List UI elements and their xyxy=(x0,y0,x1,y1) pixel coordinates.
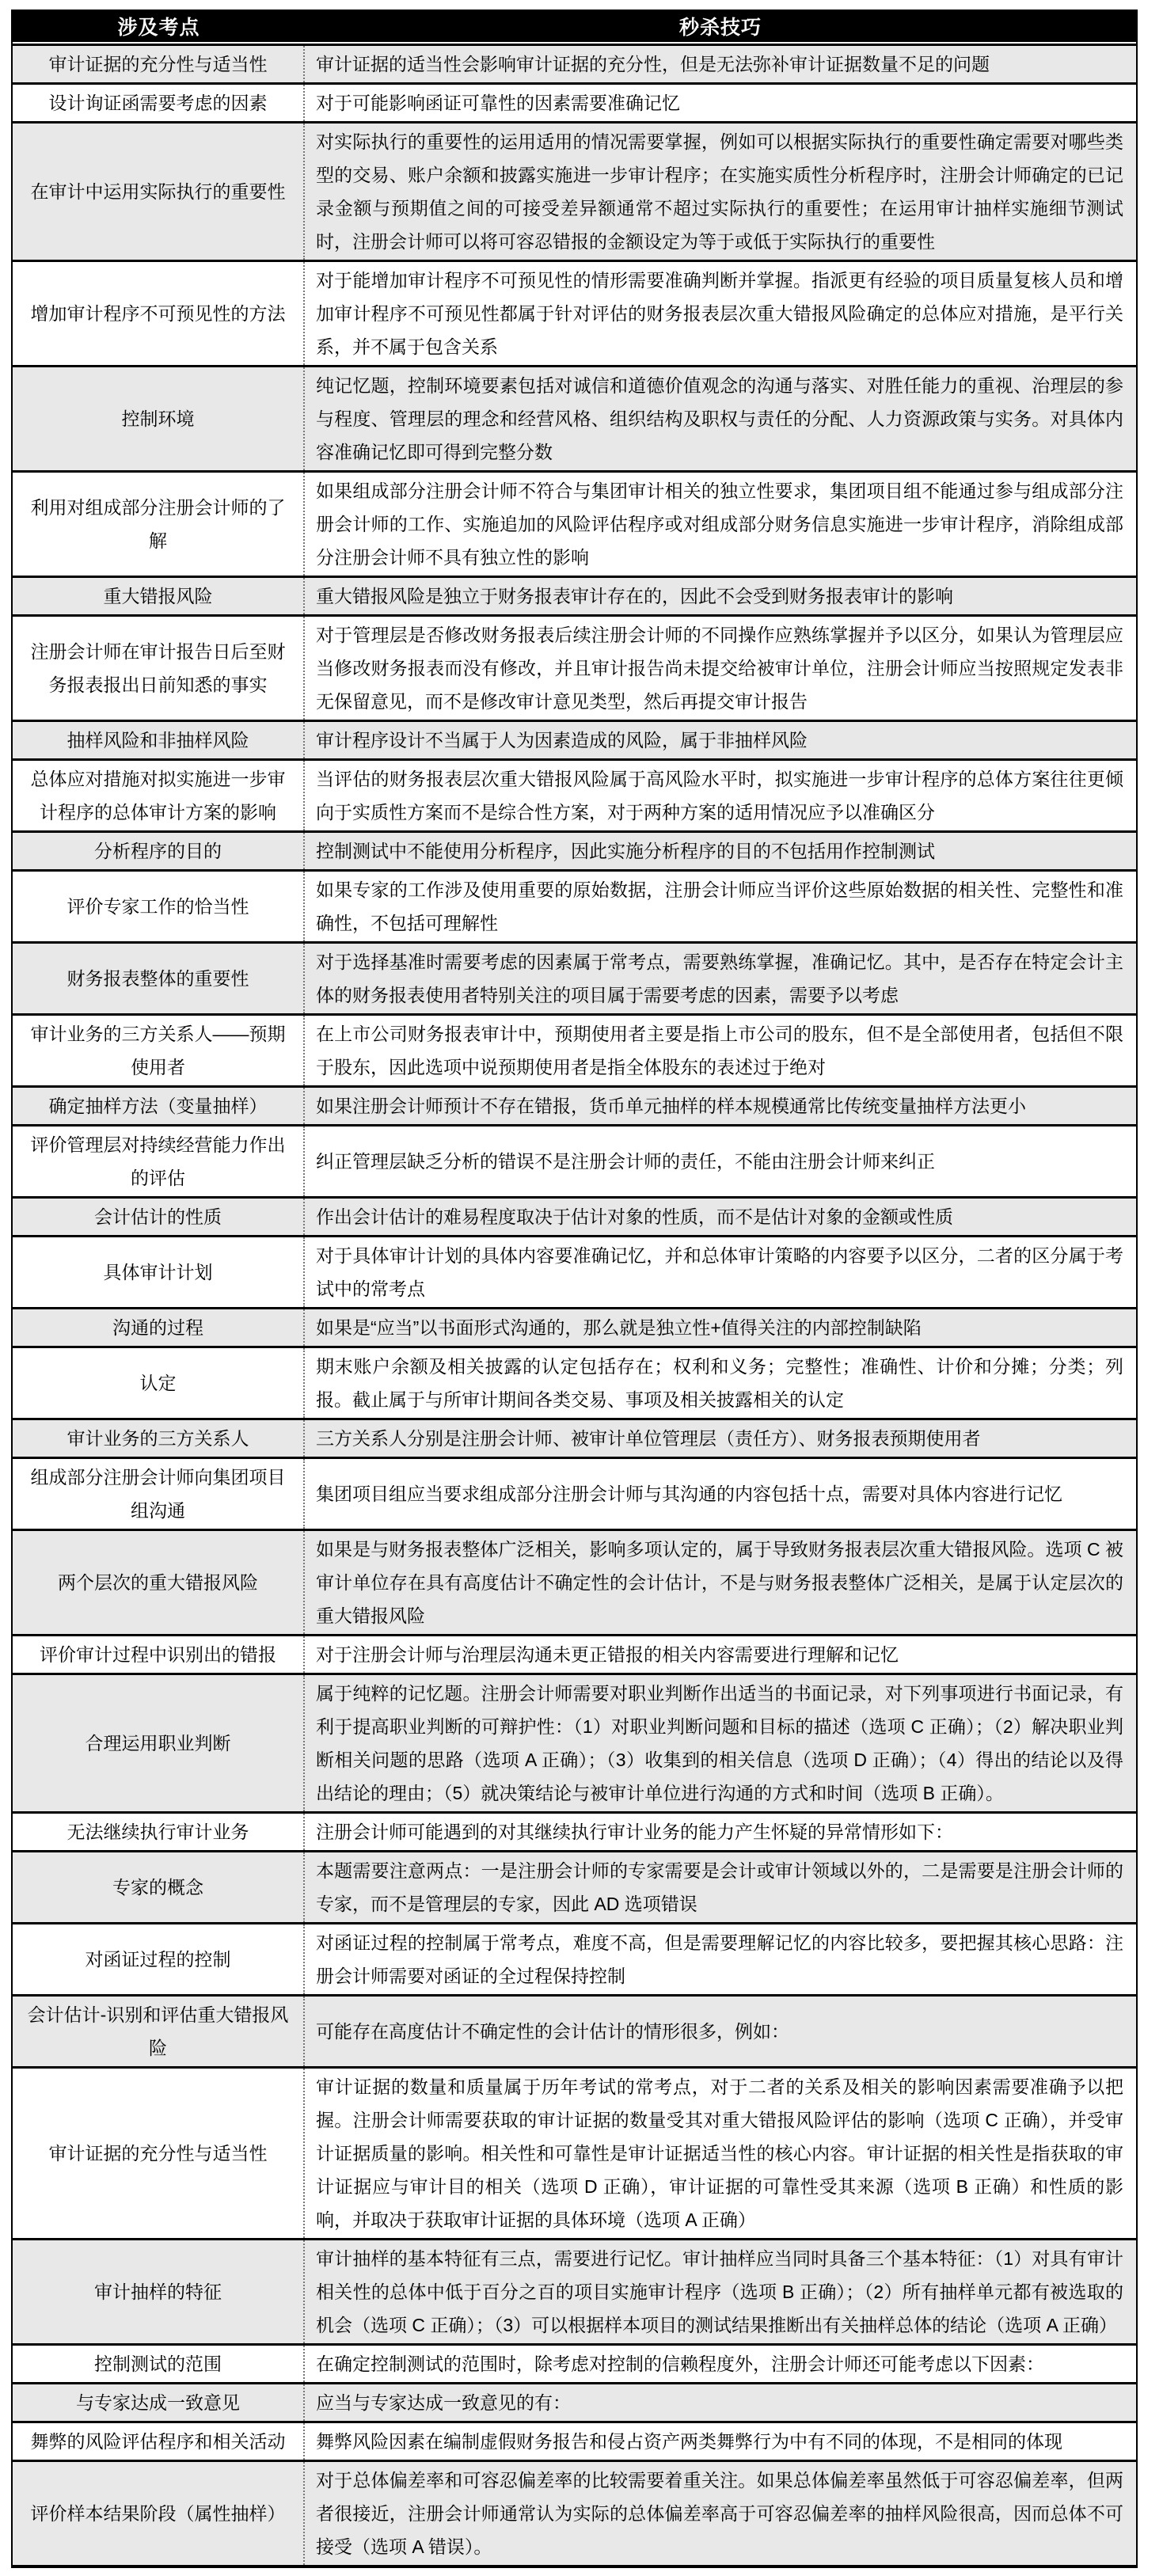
technique-text: 审计证据的适当性会影响审计证据的充分性，但是无法弥补审计证据数量不足的问题 xyxy=(316,54,990,74)
table-row xyxy=(13,365,1136,470)
topic-cell: 具体审计计划 xyxy=(13,1237,305,1307)
technique-cell xyxy=(305,578,1136,614)
table-row xyxy=(13,2238,1136,2343)
topic-cell: 重大错报风险 xyxy=(13,578,305,614)
technique-text: 对于选择基准时需要考虑的因素属于常考点，需要熟练掌握，准确记忆。其中，是否存在特定会计主体的财务报表使用者特别关注的项目属于需要考虑的因素，需要予以考虑 xyxy=(316,952,1123,1005)
table-row xyxy=(13,1196,1136,1235)
table-row xyxy=(13,1529,1136,1634)
topic-cell: 控制环境 xyxy=(13,367,305,470)
topic-cell: 审计抽样的特征 xyxy=(13,2240,305,2343)
technique-text: 对实际执行的重要性的运用适用的情况需要掌握，例如可以根据实际执行的重要性确定需要对哪些类型的交易、账户余额和披露实施进一步审计程序；在实施实质性分析程序时，注册会计师确定的已记录金额与预期值之间的可接受差异额通常不超过实际执行的重要性；在运用审计抽样实施细节测试时，注册会计师可以将可容忍错报的金额设定为等于或低于实际执行的重要性 xyxy=(316,131,1123,252)
table-row xyxy=(13,2460,1136,2565)
technique-text: 控制测试中不能使用分析程序，因此实施分析程序的目的不包括用作控制测试 xyxy=(316,841,935,861)
table-row xyxy=(13,1457,1136,1529)
technique-cell xyxy=(305,617,1136,720)
table-row xyxy=(13,2343,1136,2382)
technique-text: 审计证据的数量和质量属于历年考试的常考点，对于二者的关系及相关的影响因素需要准确予以把握。注册会计师需要获取的审计证据的数量受其对重大错报风险评估的影响（选项 C 正确），并受审计证据质量的影响。相关性和可靠性是审计证据适当性的核心内容。审计证据的相关性是指获取的审计证据应与审计目的相关（选项 D 正确），审计证据的可靠性受其来源（选项 B 正确）和性质的影响，并取决于获取审计证据的具体环境（选项 A 正确） xyxy=(316,2076,1123,2230)
topic-cell: 与专家达成一致意见 xyxy=(13,2384,305,2421)
topic-cell: 评价管理层对持续经营能力作出的评估 xyxy=(13,1127,305,1196)
technique-cell xyxy=(305,2462,1136,2565)
table-row xyxy=(13,1307,1136,1346)
technique-cell xyxy=(305,2240,1136,2343)
technique-cell xyxy=(305,2384,1136,2421)
table-row xyxy=(13,470,1136,576)
technique-cell xyxy=(305,367,1136,470)
technique-cell xyxy=(305,1309,1136,1346)
table-row xyxy=(13,869,1136,941)
technique-cell xyxy=(305,944,1136,1013)
topic-cell: 沟通的过程 xyxy=(13,1309,305,1346)
technique-text: 对于管理层是否修改财务报表后续注册会计师的不同操作应熟练掌握并予以区分，如果认为管理层应当修改财务报表而没有修改，并且审计报告尚未提交给被审计单位，注册会计师应当按照规定发表非无保留意见，而不是修改审计意见类型，然后再提交审计报告 xyxy=(316,625,1123,712)
table-row xyxy=(13,82,1136,121)
technique-text: 在上市公司财务报表审计中，预期使用者主要是指上市公司的股东，但不是全部使用者，包括但不限于股东，因此选项中说预期使用者是指全体股东的表述过于绝对 xyxy=(316,1024,1123,1077)
technique-text: 如果专家的工作涉及使用重要的原始数据，注册会计师应当评价这些原始数据的相关性、完整性和准确性，不包括可理解性 xyxy=(316,880,1123,933)
topic-cell: 财务报表整体的重要性 xyxy=(13,944,305,1013)
table-row xyxy=(13,121,1136,260)
table-row xyxy=(13,44,1136,82)
table-row xyxy=(13,1994,1136,2066)
technique-text: 对于能增加审计程序不可预见性的情形需要准确判断并掌握。指派更有经验的项目质量复核人员和增加审计程序不可预见性都属于针对评估的财务报表层次重大错报风险确定的总体应对措施，是平行关系，并不属于包含关系 xyxy=(316,270,1123,357)
technique-cell xyxy=(305,1088,1136,1124)
study-notes-table xyxy=(11,9,1138,2568)
topic-cell: 控制测试的范围 xyxy=(13,2346,305,2382)
technique-cell xyxy=(305,1016,1136,1085)
technique-cell xyxy=(305,833,1136,869)
table-body xyxy=(13,44,1136,2565)
topic-cell: 审计证据的充分性与适当性 xyxy=(13,2069,305,2238)
technique-cell xyxy=(305,1636,1136,1673)
topic-cell: 利用对组成部分注册会计师的了解 xyxy=(13,473,305,576)
technique-text: 在确定控制测试的范围时，除考虑对控制的信赖程度外，注册会计师还可能考虑以下因素： xyxy=(316,2354,1044,2374)
table-row xyxy=(13,1124,1136,1196)
topic-cell: 舞弊的风险评估程序和相关活动 xyxy=(13,2423,305,2460)
technique-cell xyxy=(305,761,1136,830)
technique-cell xyxy=(305,85,1136,121)
topic-cell: 在审计中运用实际执行的重要性 xyxy=(13,123,305,260)
technique-text: 当评估的财务报表层次重大错报风险属于高风险水平时，拟实施进一步审计程序的总体方案往往更倾向于实质性方案而不是综合性方案，对于两种方案的适用情况应予以准确区分 xyxy=(316,769,1123,823)
table-row xyxy=(13,830,1136,869)
table-row xyxy=(13,1418,1136,1457)
topic-cell: 抽样风险和非抽样风险 xyxy=(13,722,305,758)
topic-cell: 专家的概念 xyxy=(13,1852,305,1922)
technique-text: 纯记忆题，控制环境要素包括对诚信和道德价值观念的沟通与落实、对胜任能力的重视、治理层的参与程度、管理层的理念和经营风格、组织结构及职权与责任的分配、人力资源政策与实务。对具体内容准确记忆即可得到完整分数 xyxy=(316,375,1123,462)
topic-cell: 增加审计程序不可预见性的方法 xyxy=(13,262,305,365)
topic-cell: 审计证据的充分性与适当性 xyxy=(13,46,305,82)
column-header-topic: 涉及考点 xyxy=(117,16,200,39)
topic-cell: 审计业务的三方关系人——预期使用者 xyxy=(13,1016,305,1085)
topic-cell: 两个层次的重大错报风险 xyxy=(13,1531,305,1634)
topic-cell: 审计业务的三方关系人 xyxy=(13,1420,305,1457)
technique-text: 本题需要注意两点：一是注册会计师的专家需要是会计或审计领域以外的，二是需要是注册会计师的专家，而不是管理层的专家，因此 AD 选项错误 xyxy=(316,1860,1123,1914)
technique-cell xyxy=(305,2423,1136,2460)
technique-text: 如果注册会计师预计不存在错报，货币单元抽样的样本规模通常比传统变量抽样方法更小 xyxy=(316,1096,1026,1116)
technique-cell xyxy=(305,1852,1136,1922)
topic-cell: 会计估计-识别和评估重大错报风险 xyxy=(13,1997,305,2066)
technique-text: 对函证过程的控制属于常考点，难度不高，但是需要理解记忆的内容比较多，要把握其核心思路：注册会计师需要对函证的全过程保持控制 xyxy=(316,1932,1123,1986)
table-row xyxy=(13,758,1136,830)
topic-cell: 设计询证函需要考虑的因素 xyxy=(13,85,305,121)
technique-cell xyxy=(305,1814,1136,1850)
technique-text: 纠正管理层缺乏分析的错误不是注册会计师的责任，不能由注册会计师来纠正 xyxy=(316,1151,935,1172)
table-row xyxy=(13,1013,1136,1085)
topic-cell: 评价专家工作的恰当性 xyxy=(13,872,305,941)
table-row xyxy=(13,1346,1136,1418)
topic-cell: 对函证过程的控制 xyxy=(13,1924,305,1994)
topic-cell: 组成部分注册会计师向集团项目组沟通 xyxy=(13,1459,305,1529)
topic-cell: 分析程序的目的 xyxy=(13,833,305,869)
technique-text: 注册会计师可能遇到的对其继续执行审计业务的能力产生怀疑的异常情形如下： xyxy=(316,1822,953,1842)
table-row xyxy=(13,260,1136,365)
table-row xyxy=(13,1634,1136,1673)
technique-cell xyxy=(305,1199,1136,1235)
technique-text: 审计抽样的基本特征有三点，需要进行记忆。审计抽样应当同时具备三个基本特征：（1）对具有审计相关性的总体中低于百分之百的项目实施审计程序（选项 B 正确）；（2）所有抽样单元都有被选取的机会（选项 C 正确）；（3）可以根据样本项目的测试结果推断出有关抽样总体的结论（选项 A 正确） xyxy=(316,2248,1123,2335)
technique-text: 期末账户余额及相关披露的认定包括存在；权利和义务；完整性；准确性、计价和分摊；分类；列报。截止属于与所审计期间各类交易、事项及相关披露相关的认定 xyxy=(316,1356,1123,1410)
technique-cell xyxy=(305,1997,1136,2066)
table-row xyxy=(13,1850,1136,1922)
technique-cell xyxy=(305,1675,1136,1811)
technique-text: 舞弊风险因素在编制虚假财务报告和侵占资产两类舞弊行为中有不同的体现，不是相同的体现 xyxy=(316,2431,1062,2452)
technique-cell xyxy=(305,1531,1136,1634)
topic-cell: 评价审计过程中识别出的错报 xyxy=(13,1636,305,1673)
technique-cell xyxy=(305,1237,1136,1307)
table-row xyxy=(13,1085,1136,1124)
topic-cell: 会计估计的性质 xyxy=(13,1199,305,1235)
technique-cell xyxy=(305,46,1136,82)
table-row xyxy=(13,2066,1136,2238)
technique-text: 作出会计估计的难易程度取决于估计对象的性质，而不是估计对象的金额或性质 xyxy=(316,1206,953,1227)
topic-cell: 确定抽样方法（变量抽样） xyxy=(13,1088,305,1124)
technique-cell xyxy=(305,2346,1136,2382)
technique-text: 重大错报风险是独立于财务报表审计存在的，因此不会受到财务报表审计的影响 xyxy=(316,586,953,606)
table-header xyxy=(13,9,1136,44)
table-row xyxy=(13,1235,1136,1307)
table-row xyxy=(13,941,1136,1013)
table-row xyxy=(13,576,1136,614)
technique-cell xyxy=(305,2069,1136,2238)
technique-cell xyxy=(305,1420,1136,1457)
technique-text: 可能存在高度估计不确定性的会计估计的情形很多，例如： xyxy=(316,2021,789,2042)
table-row xyxy=(13,1922,1136,1994)
topic-cell: 评价样本结果阶段（属性抽样） xyxy=(13,2462,305,2565)
technique-text: 如果是与财务报表整体广泛相关，影响多项认定的，属于导致财务报表层次重大错报风险。选项 C 被审计单位存在具有高度估计不确定性的会计估计，不是与财务报表整体广泛相关，是属于认定层次的重大错报风险 xyxy=(316,1539,1123,1626)
technique-text: 如果组成部分注册会计师不符合与集团审计相关的独立性要求，集团项目组不能通过参与组成部分注册会计师的工作、实施追加的风险评估程序或对组成部分财务信息实施进一步审计程序，消除组成部分注册会计师不具有独立性的影响 xyxy=(316,481,1123,568)
technique-cell xyxy=(305,262,1136,365)
technique-text: 属于纯粹的记忆题。注册会计师需要对职业判断作出适当的书面记录，对下列事项进行书面记录，有利于提高职业判断的可辩护性：（1）对职业判断问题和目标的描述（选项 C 正确）；（2）解决职业判断相关问题的思路（选项 A 正确）；（3）收集到的相关信息（选项 D 正确）；（4）得出的结论以及得出结论的理由；（5）就决策结论与被审计单位进行沟通的方式和时间（选项 B 正确）。 xyxy=(316,1683,1123,1803)
column-header-technique: 秒杀技巧 xyxy=(678,16,762,39)
technique-text: 对于可能影响函证可靠性的因素需要准确记忆 xyxy=(316,93,680,113)
technique-cell xyxy=(305,1459,1136,1529)
technique-cell xyxy=(305,1924,1136,1994)
technique-cell xyxy=(305,872,1136,941)
technique-text: 对于具体审计计划的具体内容要准确记忆，并和总体审计策略的内容要予以区分，二者的区分属于考试中的常考点 xyxy=(316,1245,1123,1299)
technique-text: 审计程序设计不当属于人为因素造成的风险，属于非抽样风险 xyxy=(316,730,808,750)
table-row xyxy=(13,1811,1136,1850)
table-row xyxy=(13,2421,1136,2460)
topic-cell: 总体应对措施对拟实施进一步审计程序的总体审计方案的影响 xyxy=(13,761,305,830)
technique-text: 对于总体偏差率和可容忍偏差率的比较需要着重关注。如果总体偏差率虽然低于可容忍偏差率，但两者很接近，注册会计师通常认为实际的总体偏差率高于可容忍偏差率的抽样风险很高，因而总体不可接受（选项 A 错误）。 xyxy=(316,2470,1123,2557)
technique-cell xyxy=(305,123,1136,260)
topic-cell: 合理运用职业判断 xyxy=(13,1675,305,1811)
technique-cell xyxy=(305,722,1136,758)
topic-cell: 注册会计师在审计报告日后至财务报表报出日前知悉的事实 xyxy=(13,617,305,720)
table-row xyxy=(13,720,1136,758)
technique-text: 应当与专家达成一致意见的有： xyxy=(316,2392,571,2413)
topic-cell: 无法继续执行审计业务 xyxy=(13,1814,305,1850)
table-row xyxy=(13,1673,1136,1811)
technique-cell xyxy=(305,1127,1136,1196)
technique-text: 如果是“应当”以书面形式沟通的，那么就是独立性+值得关注的内部控制缺陷 xyxy=(316,1317,922,1338)
technique-text: 三方关系人分别是注册会计师、被审计单位管理层（责任方）、财务报表预期使用者 xyxy=(316,1428,981,1449)
technique-cell xyxy=(305,473,1136,576)
technique-cell xyxy=(305,1348,1136,1418)
table-row xyxy=(13,2382,1136,2421)
technique-text: 对于注册会计师与治理层沟通未更正错报的相关内容需要进行理解和记忆 xyxy=(316,1644,899,1665)
technique-text: 集团项目组应当要求组成部分注册会计师与其沟通的内容包括十点，需要对具体内容进行记忆 xyxy=(316,1484,1062,1504)
topic-cell: 认定 xyxy=(13,1348,305,1418)
table-row xyxy=(13,614,1136,720)
